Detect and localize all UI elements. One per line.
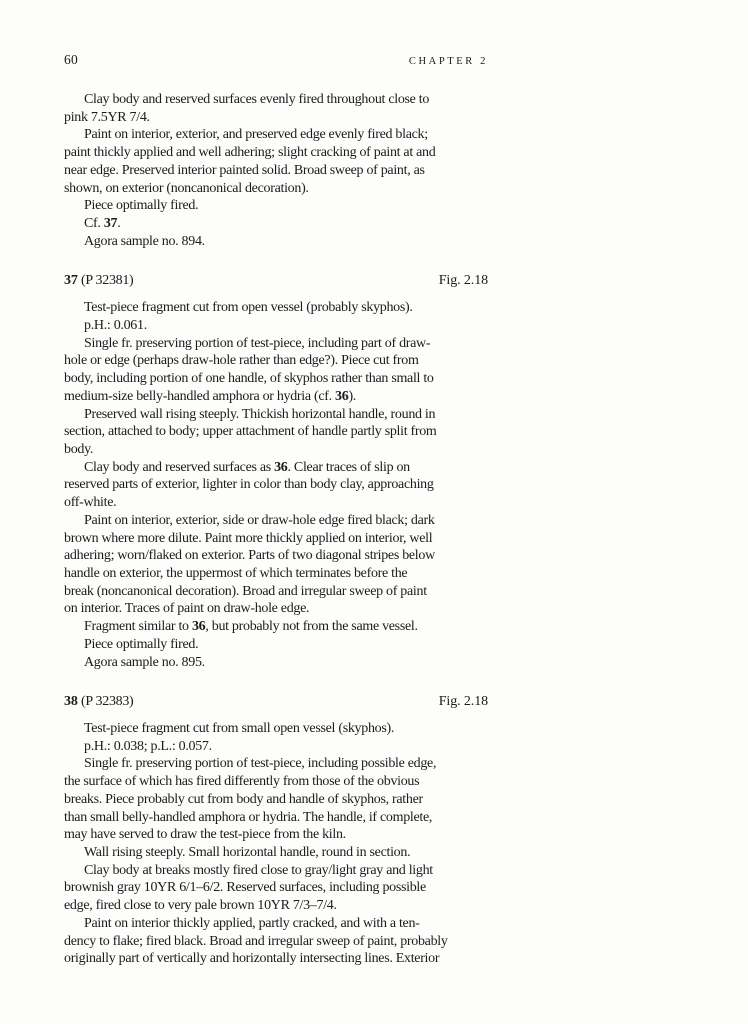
text-line — [64, 636, 488, 654]
text-line — [64, 547, 488, 565]
text-segment: the surface of which has fired differently from those of the obvious — [64, 774, 420, 790]
text-line — [64, 600, 488, 618]
text-segment: Paint on interior, exterior, and preserved edge evenly fired black; — [84, 127, 428, 143]
text-segment: off-white. — [64, 495, 117, 511]
bold-reference: 36 — [335, 388, 349, 404]
text-segment: paint thickly applied and well adhering; slight cracking of paint at and — [64, 145, 436, 161]
text-segment: Cf. — [84, 216, 104, 232]
text-segment: shown, on exterior (noncanonical decoration). — [64, 180, 309, 196]
text-line — [64, 530, 488, 548]
text-segment: medium-size belly-handled amphora or hydria (cf. — [64, 388, 336, 404]
text-segment: originally part of vertically and horizontally intersecting lines. Exterior — [64, 951, 440, 967]
text-line — [64, 950, 488, 968]
text-line — [64, 565, 488, 583]
text-segment: Clay body and reserved surfaces as — [84, 459, 275, 475]
text-segment: handle on exterior, the uppermost of which terminates before the — [64, 565, 408, 581]
text-line — [64, 844, 488, 862]
text-line — [64, 809, 488, 827]
text-segment: dency to flake; fired black. Broad and irregular sweep of paint, probably — [64, 933, 448, 949]
text-line — [64, 162, 488, 180]
text-segment: Agora sample no. 894. — [84, 233, 205, 249]
text-line — [64, 738, 488, 756]
text-line — [64, 126, 488, 144]
entry-36-continuation — [64, 91, 488, 250]
text-line — [64, 862, 488, 880]
text-segment: body, including portion of one handle, of skyphos rather than small to — [64, 371, 434, 387]
text-segment: brownish gray 10YR 6/1–6/2. Reserved surfaces, including possible — [64, 880, 426, 896]
text-segment: p.H.: 0.038; p.L.: 0.057. — [84, 738, 212, 754]
entry-label: 38 (P 32383) — [64, 694, 134, 710]
text-line — [64, 494, 488, 512]
text-segment: Single fr. preserving portion of test-piece, including possible edge, — [84, 756, 437, 772]
text-line — [64, 180, 488, 198]
text-line — [64, 720, 488, 738]
text-segment: adhering; worn/flaked on exterior. Parts of two diagonal stripes below — [64, 548, 435, 564]
bold-reference: 37 — [103, 216, 118, 232]
entry-number: 38 — [64, 694, 78, 710]
text-segment: Paint on interior thickly applied, partly cracked, and with a ten- — [84, 915, 420, 931]
text-segment: Clay body and reserved surfaces evenly fired throughout close to — [84, 92, 430, 107]
text-segment: . — [117, 216, 121, 232]
text-segment: break (noncanonical decoration). Broad and irregular sweep of paint — [64, 583, 427, 599]
text-segment: p.H.: 0.061. — [84, 317, 147, 333]
text-line — [64, 654, 488, 672]
text-line — [64, 144, 488, 162]
running-head: CHAPTER 2 — [408, 56, 488, 67]
text-line — [64, 197, 488, 215]
bold-reference: 36 — [191, 619, 206, 635]
text-line — [64, 791, 488, 809]
text-line — [64, 406, 488, 424]
text-line — [64, 773, 488, 791]
text-line — [64, 388, 488, 406]
text-line — [64, 423, 488, 441]
text-segment: Agora sample no. 895. — [84, 654, 205, 670]
text-line — [64, 755, 488, 773]
text-column — [64, 91, 488, 968]
text-segment: , but probably not from the same vessel. — [205, 619, 418, 635]
text-segment: than small belly-handled amphora or hydria. The handle, if complete, — [64, 809, 433, 825]
page-header — [64, 52, 488, 68]
text-line — [64, 459, 488, 477]
text-line — [64, 915, 488, 933]
text-segment: Piece optimally fired. — [84, 198, 199, 214]
text-segment: section, attached to body; upper attachment of handle partly split from — [64, 424, 437, 440]
text-segment: Test-piece fragment cut from open vessel (probably skyphos). — [84, 300, 413, 316]
entry-heading — [64, 272, 488, 290]
text-segment: Wall rising steeply. Small horizontal handle, round in section. — [84, 845, 411, 861]
text-segment: may have served to draw the test-piece from the kiln. — [64, 827, 346, 843]
text-line — [64, 91, 488, 109]
text-line — [64, 583, 488, 601]
text-segment: Test-piece fragment cut from small open vessel (skyphos). — [84, 721, 395, 736]
text-segment: body. — [64, 441, 94, 457]
text-segment: Paint on interior, exterior, side or draw-hole edge fired black; dark — [84, 512, 435, 528]
text-line — [64, 352, 488, 370]
text-line — [64, 299, 488, 317]
text-line — [64, 215, 488, 233]
figure-reference: Fig. 2.18 — [438, 273, 488, 289]
text-segment: Fragment similar to — [84, 619, 192, 635]
text-segment: Piece optimally fired. — [84, 636, 199, 652]
bold-reference: 36 — [274, 459, 288, 475]
text-segment: . Clear traces of slip on — [287, 459, 410, 475]
text-segment: edge, fired close to very pale brown 10YR 7/3–7/4. — [64, 898, 337, 914]
figure-reference: Fig. 2.18 — [438, 694, 488, 710]
entry-number: 37 — [64, 273, 78, 289]
text-line — [64, 109, 488, 127]
text-segment: Single fr. preserving portion of test-piece, including part of draw- — [84, 335, 431, 351]
text-line — [64, 879, 488, 897]
entry-label: 37 (P 32381) — [64, 273, 134, 289]
text-segment: hole or edge (perhaps draw-hole rather than edge?). Piece cut from — [64, 353, 419, 369]
entry-heading — [64, 693, 488, 711]
text-segment: near edge. Preserved interior painted solid. Broad sweep of paint, as — [64, 162, 425, 178]
text-line — [64, 476, 488, 494]
page-number: 60 — [64, 52, 79, 67]
text-line — [64, 441, 488, 459]
entry-37 — [64, 272, 488, 671]
text-line — [64, 512, 488, 530]
text-line — [64, 897, 488, 915]
text-segment: on interior. Traces of paint on draw-hole edge. — [64, 601, 310, 617]
text-segment: Clay body at breaks mostly fired close to gray/light gray and light — [84, 862, 433, 878]
entry-38 — [64, 693, 488, 968]
text-line — [64, 933, 488, 951]
text-segment: Preserved wall rising steeply. Thickish horizontal handle, round in — [84, 406, 436, 422]
text-line — [64, 826, 488, 844]
text-segment: pink 7.5YR 7/4. — [64, 109, 150, 125]
text-line — [64, 618, 488, 636]
text-segment: reserved parts of exterior, lighter in color than body clay, approaching — [64, 477, 434, 493]
text-segment: brown where more dilute. Paint more thickly applied on interior, well — [64, 530, 433, 546]
text-line — [64, 370, 488, 388]
text-line — [64, 335, 488, 353]
text-segment: breaks. Piece probably cut from body and handle of skyphos, rather — [64, 791, 423, 807]
text-line — [64, 317, 488, 335]
text-segment: ). — [348, 388, 356, 404]
text-line — [64, 233, 488, 251]
